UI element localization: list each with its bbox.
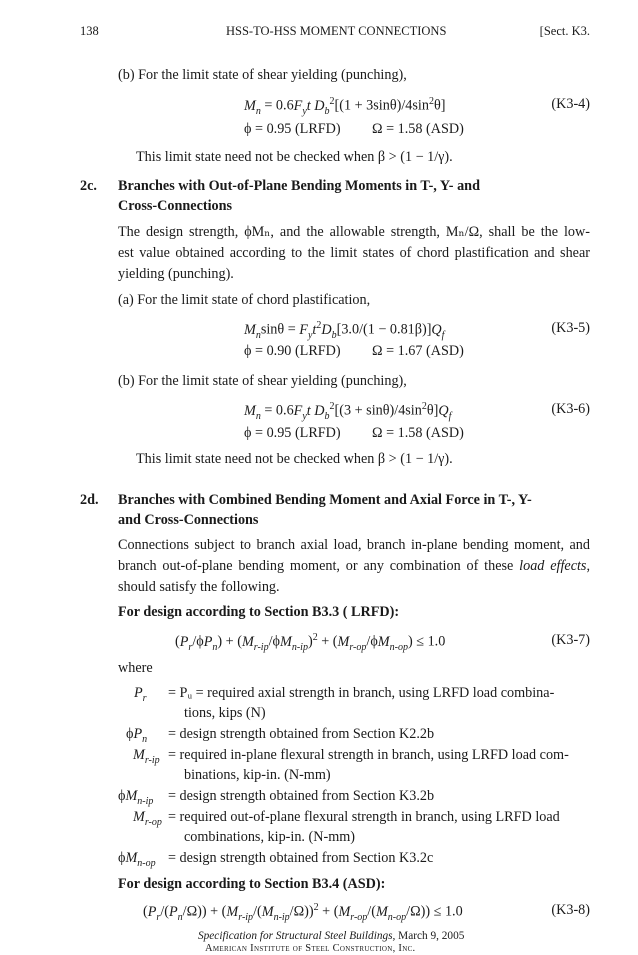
equation-k3-7: $(P_r/\phi P_n) + (M_{r-ip}/\phi M_{n-ip})^2 + (M_{r-op}/\phi M_{n-op}) \le 1.0$ — [175, 632, 446, 653]
footer-citation — [198, 930, 464, 942]
section-title-2d-line1: Branches with Combined Bending Moment and Axial Force in T-, Y- — [118, 492, 532, 508]
footer-publisher: American Institute of Steel Construction, Inc. — [205, 943, 416, 954]
running-title: HSS-TO-HSS MOMENT CONNECTIONS — [226, 24, 447, 38]
definition-phipn: = design strength obtained from Section K2.2b — [168, 726, 435, 742]
limit-note: This limit state need not be checked when β > (1 − 1/γ). — [136, 149, 453, 165]
symbol-phimnop: $\phi M_{n-op}$ — [118, 850, 156, 869]
omega-asd: Ω = 1.58 (ASD) — [372, 121, 464, 137]
phi-lrfd: ϕ = 0.95 (LRFD) — [244, 425, 341, 441]
definition-mrop: = required out-of-plane flexural strength in branch, using LRFD load — [168, 809, 560, 825]
paragraph-text: , — [586, 558, 590, 574]
limit-state-a-intro: (a) For the limit state of chord plastification, — [118, 292, 371, 308]
symbol-mrop: $M_{r-op}$ — [133, 809, 162, 828]
definition-mrip: = required in-plane flexural strength in branch, using LRFD load com- — [168, 747, 569, 763]
phi-lrfd: ϕ = 0.95 (LRFD) — [244, 121, 341, 137]
limit-state-b-intro: (b) For the limit state of shear yielding (punching), — [118, 67, 407, 83]
symbol-mrip: $M_{r-ip}$ — [133, 747, 160, 766]
definition-pr-cont: tions, kips (N) — [184, 705, 266, 721]
load-effects-term: load effects — [519, 558, 587, 574]
paragraph-line: est value obtained according to the limit states of chord plastification and shear — [118, 245, 590, 261]
definition-phimnop: = design strength obtained from Section K3.2c — [168, 850, 434, 866]
paragraph-line: yielding (punching). — [118, 266, 234, 282]
paragraph-line: should satisfy the following. — [118, 579, 280, 595]
equation-number-k3-8: (K3-8) — [551, 902, 590, 918]
where-label: where — [118, 660, 153, 676]
equation-k3-4: $M_n = 0.6F_yt$ $D_b^2[(1 + 3\sin\theta)/4\sin^2\theta]$ — [244, 96, 446, 117]
omega-asd: Ω = 1.58 (ASD) — [372, 425, 464, 441]
definition-mrip-cont: binations, kip-in. (N-mm) — [184, 767, 331, 783]
section-number-2d: 2d. — [80, 492, 99, 508]
section-number-2c: 2c. — [80, 178, 97, 194]
equation-number-k3-5: (K3-5) — [551, 320, 590, 336]
definition-pr: = Pᵤ = required axial strength in branch, using LRFD load combina- — [168, 685, 555, 701]
asd-heading: For design according to Section B3.4 (ASD): — [118, 876, 386, 892]
section-2c-paragraph — [118, 222, 590, 285]
page-number: 138 — [80, 24, 99, 38]
definition-phimnip: = design strength obtained from Section K3.2b — [168, 788, 435, 804]
paragraph-line: Connections subject to branch axial load, branch in-plane bending moment, and — [118, 537, 590, 553]
paragraph-line — [118, 556, 590, 577]
section-ref: [Sect. K3. — [539, 24, 590, 38]
section-title-2d-line2: and Cross-Connections — [118, 512, 259, 528]
limit-state-b-intro: (b) For the limit state of shear yielding (punching), — [118, 373, 407, 389]
phi-lrfd: ϕ = 0.90 (LRFD) — [244, 343, 341, 359]
equation-number-k3-4: (K3-4) — [551, 96, 590, 112]
definition-mrop-cont: combinations, kip-in. (N-mm) — [184, 829, 356, 845]
symbol-phimnip: $\phi M_{n-ip}$ — [118, 788, 154, 807]
equation-k3-5: $M_n\sin\theta = F_yt^2D_b[3.0/(1 - 0.81\beta)]Q_f$ — [244, 320, 445, 341]
section-2d-paragraph — [118, 535, 590, 598]
symbol-pr: $P_r$ — [134, 685, 147, 704]
section-title-2c-line2: Cross-Connections — [118, 198, 233, 214]
lrfd-heading: For design according to Section B3.3 ( LRFD): — [118, 604, 400, 620]
paragraph-text: branch out-of-plane bending moment, or any combination of these — [118, 558, 520, 574]
symbol-phipn: $\phi P_n$ — [126, 726, 148, 745]
equation-number-k3-6: (K3-6) — [551, 401, 590, 417]
paragraph-line: The design strength, ϕMₙ, and the allowable strength, Mₙ/Ω, shall be the low- — [118, 224, 590, 240]
equation-number-k3-7: (K3-7) — [551, 632, 590, 648]
limit-note: This limit state need not be checked when β > (1 − 1/γ). — [136, 451, 453, 467]
omega-asd: Ω = 1.67 (ASD) — [372, 343, 464, 359]
equation-k3-6: $M_n = 0.6F_yt$ $D_b^2[(3 + \sin\theta)/4\sin^2\theta]Q_f$ — [244, 401, 452, 422]
footer-spec-title: Specification for Structural Steel Buildings, — [198, 930, 396, 942]
section-title-2c-line1: Branches with Out-of-Plane Bending Moments in T-, Y- and — [118, 178, 480, 194]
footer-date: March 9, 2005 — [395, 930, 465, 942]
equation-k3-8: $(P_r/(P_n/\Omega)) + (M_{r-ip}/(M_{n-ip}/\Omega))^2 + (M_{r-op}/(M_{n-op}/\Omega)) \le 1.0$ — [143, 902, 463, 923]
